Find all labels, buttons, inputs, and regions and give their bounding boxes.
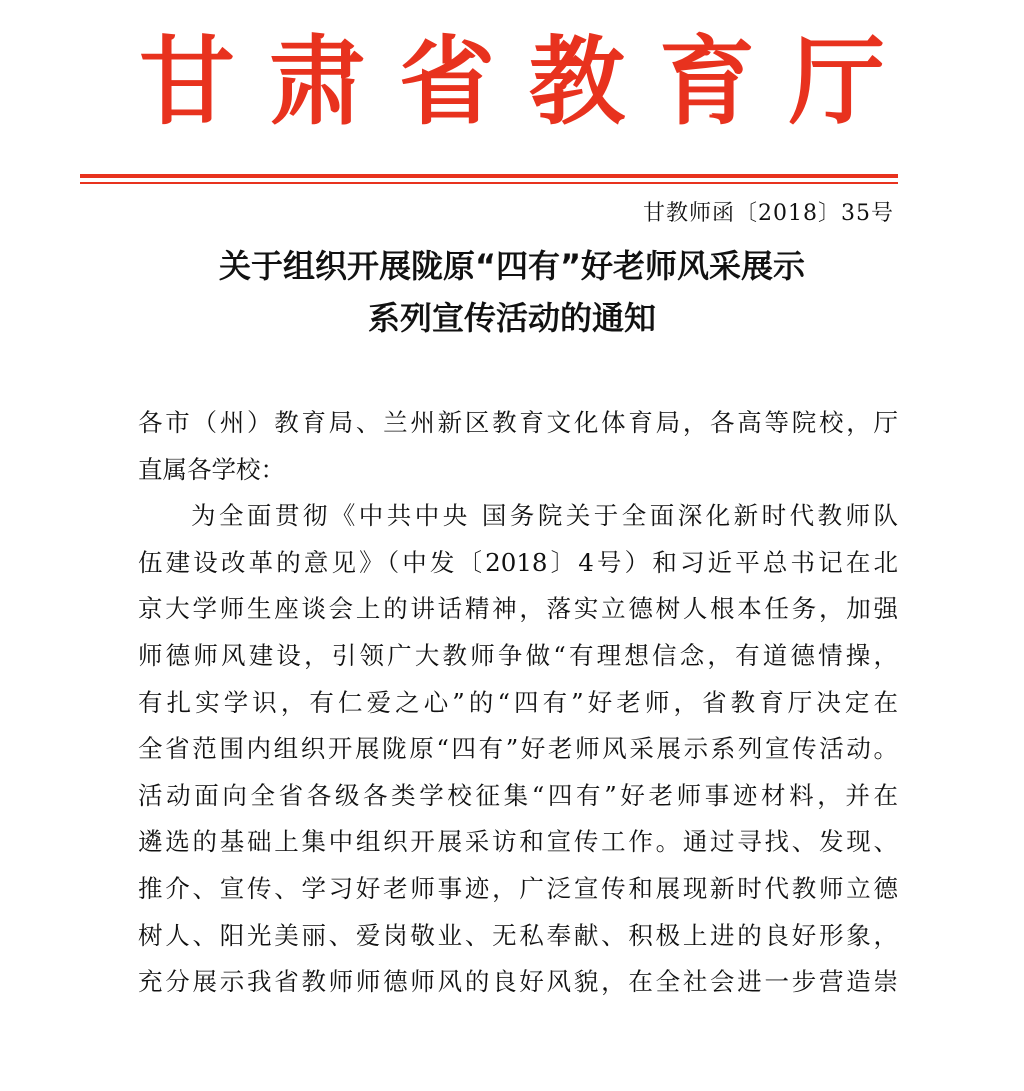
title-line-2: 系列宣传活动的通知 [367, 299, 656, 337]
document-title [120, 240, 904, 344]
body-line: 遴选的基础上集中组织开展采访和宣传工作。通过寻找、发现、 [138, 827, 898, 857]
body-line-addressee: 各市（州）教育局、兰州新区教育文化体育局，各高等院校，厅 [138, 408, 898, 437]
body-line: 为全面贯彻《中共中央 国务院关于全面深化新时代教师队 [191, 501, 898, 531]
body-line: 伍建设改革的意见》（中发〔2018〕4号）和习近平总书记在北 [138, 547, 898, 577]
body-line-addressee-end: 直属各学校： [138, 454, 285, 484]
document-number: 甘教师函〔2018〕35号 [643, 201, 894, 226]
document-body [138, 400, 898, 1006]
masthead-rule-thin [80, 182, 898, 184]
body-line: 推介、宣传、学习好老师事迹，广泛宣传和展现新时代教师立德 [138, 873, 898, 903]
body-line: 有扎实学识，有仁爱之心”的“四有”好老师，省教育厅决定在 [138, 687, 898, 717]
body-line: 京大学师生座谈会上的讲话精神，落实立德树人根本任务，加强 [138, 594, 898, 624]
body-line: 充分展示我省教师师德师风的良好风貌，在全社会进一步营造崇 [138, 967, 898, 997]
masthead-rule-thick [80, 174, 898, 178]
body-line: 师德师风建设，引领广大教师争做“有理想信念，有道德情操， [138, 640, 898, 670]
masthead-title: 甘肃省教育厅 [139, 25, 919, 138]
title-line-1: 关于组织开展陇原“四有”好老师风采展示 [218, 247, 806, 285]
body-line: 树人、阳光美丽、爱岗敬业、无私奉献、积极上进的良好形象， [138, 920, 898, 950]
body-line: 活动面向全省各级各类学校征集“四有”好老师事迹材料，并在 [138, 780, 898, 810]
body-line: 全省范围内组织开展陇原“四有”好老师风采展示系列宣传活动。 [138, 734, 898, 764]
